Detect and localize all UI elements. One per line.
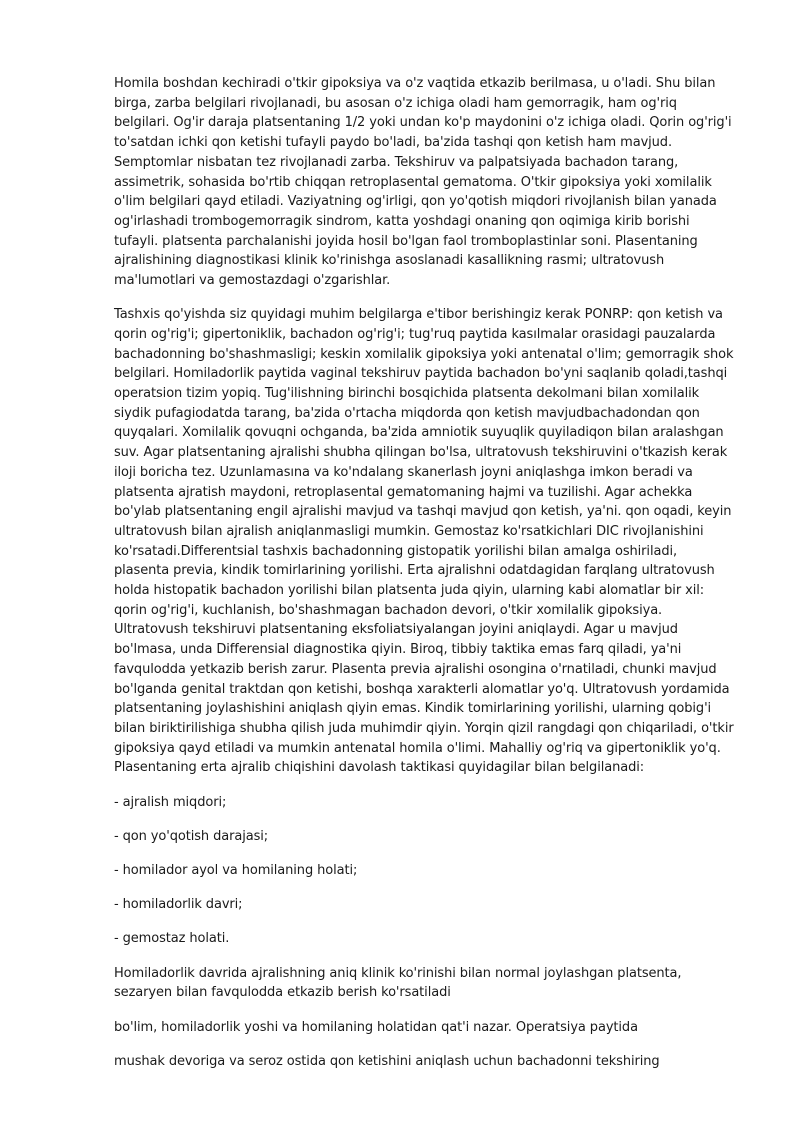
paragraph-cesarean: Homiladorlik davrida ajralishning aniq klinik ko'rinishi bilan normal joylashgan platsenta, sezaryen bilan favqulodda etkazib berish ko'rsatiladi: [114, 965, 682, 1001]
document-page: [114, 74, 736, 1086]
paragraph-regardless: bo'lim, homiladorlik yoshi va homilaning holatidan qat'i nazar. Operatsiya paytida: [114, 1019, 638, 1035]
list-item: - gemostaz holati.: [114, 931, 230, 947]
list-item: - ajralish miqdori;: [114, 794, 227, 810]
paragraph-intro: Homila boshdan kechiradi o'tkir gipoksiya va o'z vaqtida etkazib berilmasa, u o'ladi. Shu bilan birga, zarba belgilari rivojlanadi, bu asosan o'z ichiga oladi ham gemorragik, ham og'riq belgilari. Og'ir daraja platsentaning 1/2 yoki undan ko'p maydonini o'z ichiga oladi. Qorin og'rig'i to'satdan ichki qon ketishi tufayli paydo bo'ladi, ba'zida tashqi qon ketish ham mavjud. Semptomlar nisbatan tez rivojlanadi zarba. Tekshiruv va palpatsiyada bachadon tarang, assimetrik, sohasida bo'rtib chiqqan retroplasental gematoma. O'tkir gipoksiya yoki xomilalik o'lim belgilari qayd etiladi. Vaziyatning og'irligi, qon yo'qotish miqdori rivojlanish bilan yanada og'irlashadi trombogemorragik sindrom, katta yoshdagi onaning qon oqimiga kirib borishi tufayli. platsenta parchalanishi joyida hosil bo'lgan faol tromboplastinlar soni. Plasentaning ajralishining diagnostikasi klinik ko'rinishga asoslanadi kasallikning rasmi; ultratovush ma'lumotlari va gemostazdagi o'zgarishlar.: [114, 76, 732, 289]
paragraph-diagnosis: Tashxis qo'yishda siz quyidagi muhim belgilarga e'tibor berishingiz kerak PONRP: qon ketish va qorin og'rig'i; gipertoniklik, bachadon og'rig'i; tug'ruq paytida kasılmalar orasidagi pauzalarda bachadonning bo'shashmasligi; keskin xomilalik gipoksiya yoki antenatal o'lim; gemorragik shok belgilari. Homiladorlik paytida vaginal tekshiruv paytida bachadon bo'yni saqlanib qoladi,tashqi operatsion tizim yopiq. Tug'ilishning birinchi bosqichida platsenta dekolmani bilan xomilalik siydik pufagiodatda tarang, ba'zida o'rtacha miqdorda qon ketish mavjudbachadondan qon quyqalari. Xomilalik qovuqni ochganda, ba'zida amniotik suyuqlik quyiladiqon bilan aralashgan suv. Agar platsentaning ajralishi shubha qilingan bo'lsa, ultratovush tekshiruvini o'tkazish kerak iloji boricha tez. Uzunlamasına va ko'ndalang skanerlash joyni aniqlashga imkon beradi va platsenta ajratish maydoni, retroplasental gematomaning hajmi va tuzilishi. Agar achekka bo'ylab platsentaning engil ajralishi mavjud va tashqi mavjud qon ketish, ya'ni. qon oqadi, keyin ultratovush bilan ajralish aniqlanmasligi mumkin. Gemostaz ko'rsatkichlari DIC rivojlanishini ko'rsatadi.Differentsial tashxis bachadonning gistopatik yorilishi bilan amalga oshiriladi, plasenta previa, kindik tomirlarining yorilishi. Erta ajralishni odatdagidan farqlang ultratovush holda histopatik bachadon yorilishi bilan platsenta juda qiyin, ularning kabi alomatlar bir xil: qorin og'rig'i, kuchlanish, bo'shashmagan bachadon devori, o'tkir xomilalik gipoksiya. Ultratovush tekshiruvi platsentaning eksfoliatsiyalangan joyini aniqlaydi. Agar u mavjud bo'lmasa, unda Differensial diagnostika qiyin. Biroq, tibbiy taktika emas farq qiladi, ya'ni favqulodda yetkazib berish zarur. Plasenta previa ajralishi osongina o'rnatiladi, chunki mavjud bo'lganda genital traktdan qon ketishi, boshqa xarakterli alomatlar yo'q. Ultratovush yordamida platsentaning joylashishini aniqlash qiyin emas. Kindik tomirlarining yorilishi, ularning qobig'i bilan biriktirilishiga shubha qilish juda muhimdir qiyin. Yorqin qizil rangdagi qon chiqariladi, o'tkir gipoksiya qayd etiladi va mumkin antenatal homila o'limi. Mahalliy og'riq va gipertoniklik yo'q. Plasentaning erta ajralib chiqishini davolash taktikasi quyidagilar bilan belgilanadi:: [114, 307, 734, 776]
list-item: - qon yo'qotish darajasi;: [114, 828, 269, 844]
list-item: - homiladorlik davri;: [114, 897, 243, 913]
list-item: - homilador ayol va homilaning holati;: [114, 863, 358, 879]
paragraph-inspect: mushak devoriga va seroz ostida qon ketishini aniqlash uchun bachadonni tekshiring: [114, 1053, 660, 1069]
